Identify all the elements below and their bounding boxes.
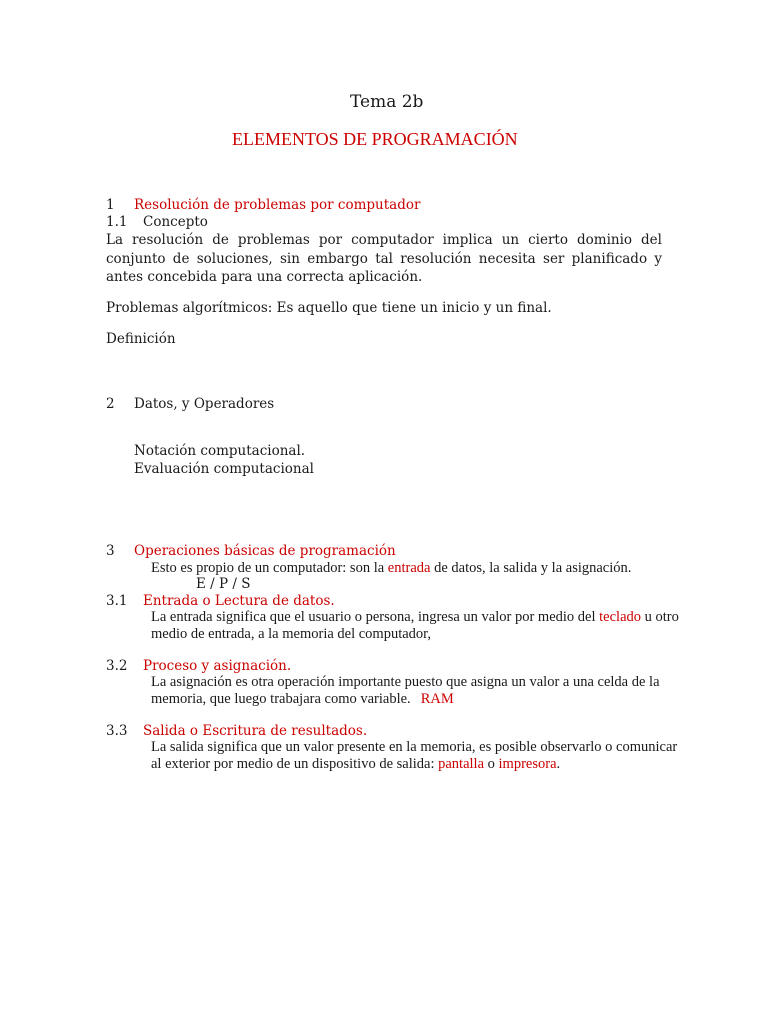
section-3-3-line-1: La salida significa que un valor presente en la memoria, es posible observarlo o comunicar [151,739,678,755]
section-1-1-number: 1.1 [106,214,128,230]
s31-text-b: u otro [641,609,679,625]
s31-text-a: La entrada significa que el usuario o persona, ingresa un valor por medio del [151,609,600,625]
s33-impresora: impresora [498,756,557,772]
section-2-title: Datos, y Operadores [134,396,275,412]
definicion-label: Definición [106,331,176,347]
intro-text-a: Esto es propio de un computador: son la [151,560,388,576]
tema-label: Tema 2b [350,92,424,112]
section-3-3-line-2 [151,756,560,773]
section-2-item-notacion: Notación computacional. [134,443,306,459]
section-3-1-line-1 [151,609,679,626]
section-3-2-number: 3.2 [106,658,128,674]
section-2-item-evaluacion: Evaluación computacional [134,461,314,477]
intro-entrada: entrada [387,560,431,576]
section-3-3-title: Salida o Escritura de resultados. [143,723,368,739]
section-2-number: 2 [106,396,115,412]
eps-label: E / P / S [196,576,251,592]
s32-ram: RAM [420,691,454,707]
s33-text-a: al exterior por medio de un dispositivo de salida: [151,756,439,772]
section-3-number: 3 [106,543,115,559]
section-3-title: Operaciones básicas de programación [134,543,396,559]
section-1-title: Resolución de problemas por computador [134,197,421,213]
intro-text-b: de datos, la salida y la asignación. [430,560,632,576]
section-3-1-line-2: medio de entrada, a la memoria del computador, [151,626,432,642]
section-1-1-paragraph: La resolución de problemas por computador implica un cierto dominio del conjunto de soluciones, sin embargo tal resolución necesita ser planificado y antes concebida para una correcta aplicación. [106,232,662,285]
section-3-2-title: Proceso y asignación. [143,658,292,674]
section-1-number: 1 [106,197,115,213]
section-3-1-number: 3.1 [106,593,128,609]
section-3-3-number: 3.3 [106,723,128,739]
s31-teclado: teclado [599,609,642,625]
s33-text-o: o [484,756,499,772]
section-3-2-line-1: La asignación es otra operación importante puesto que asigna un valor a una celda de la [151,674,660,690]
s33-pantalla: pantalla [438,756,485,772]
section-3-intro [151,560,631,577]
document-title: ELEMENTOS DE PROGRAMACIÓN [232,129,518,149]
section-3-1-title: Entrada o Lectura de datos. [143,593,335,609]
section-3-2-line-2 [151,691,454,708]
s33-text-end: . [556,756,561,772]
problemas-paragraph: Problemas algorítmicos: Es aquello que tiene un inicio y un final. [106,300,552,316]
s32-text: memoria, que luego trabajara como variable. [151,691,411,707]
section-1-1-title: Concepto [143,214,208,230]
